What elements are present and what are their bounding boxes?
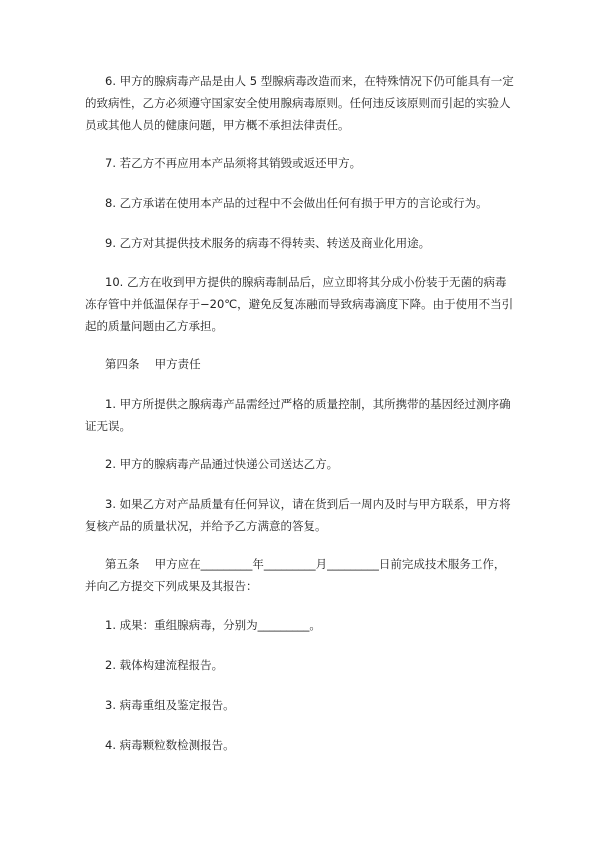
deliverable-item-4 (105, 734, 535, 756)
text-line: 1. 成果：重组腺病毒，分别为_________。 (105, 618, 321, 632)
deliverable-item-2 (105, 654, 535, 676)
text-line: 1. 甲方所提供之腺病毒产品需经过严格的质量控制，其所携带的基因经过测序确 (105, 397, 511, 411)
text-line: 复核产品的质量状况，并给予乙方满意的答复。 (85, 519, 327, 533)
clause-10-paragraph (85, 271, 535, 337)
text-line: 员或其他人员的健康问题，甲方概不承担法律责任。 (85, 118, 350, 132)
text-line: 9. 乙方对其提供技术服务的病毒不得转卖、转送及商业化用途。 (105, 236, 431, 250)
text-line: 4. 病毒颗粒数检测报告。 (105, 738, 235, 752)
article-4-heading (105, 353, 535, 375)
clause-9-paragraph (105, 232, 535, 254)
text-line: 第五条 甲方应在_________年_________月_________日前完成技术服务工作， (105, 557, 506, 571)
clause-6-paragraph (85, 70, 535, 136)
article-4-item-2 (105, 453, 535, 475)
article-5-paragraph (85, 553, 535, 597)
text-line: 并向乙方提交下列成果及其报告： (85, 579, 258, 593)
text-line: 证无误。 (85, 419, 131, 433)
deliverable-item-1 (105, 614, 535, 636)
text-line: 2. 载体构建流程报告。 (105, 658, 224, 672)
clause-7-paragraph (105, 152, 535, 174)
text-line: 的致病性，乙方必须遵守国家安全使用腺病毒原则。任何违反该原则而引起的实验人 (85, 96, 511, 110)
deliverable-item-3 (105, 694, 535, 716)
text-line: 8. 乙方承诺在使用本产品的过程中不会做出任何有损于甲方的言论或行为。 (105, 196, 488, 210)
text-line: 冻存管中并低温保存于−20℃，避免反复冻融而导致病毒滴度下降。由于使用不当引 (85, 297, 514, 311)
article-4-item-1 (85, 393, 535, 437)
article-4-item-3 (85, 493, 535, 537)
text-line: 7. 若乙方不再应用本产品须将其销毁或返还甲方。 (105, 156, 362, 170)
heading-text: 第四条 甲方责任 (105, 357, 201, 371)
clause-8-paragraph (105, 192, 535, 214)
text-line: 10. 乙方在收到甲方提供的腺病毒制品后，应立即将其分成小份装于无菌的病毒 (105, 275, 507, 289)
text-line: 2. 甲方的腺病毒产品通过快递公司送达乙方。 (105, 457, 339, 471)
text-line: 3. 病毒重组及鉴定报告。 (105, 698, 235, 712)
text-line: 起的质量问题由乙方承担。 (85, 319, 223, 333)
text-line: 6. 甲方的腺病毒产品是由人 5 型腺病毒改造而来，在特殊情况下仍可能具有一定 (105, 74, 514, 88)
text-line: 3. 如果乙方对产品质量有任何异议，请在货到后一周内及时与甲方联系，甲方将 (105, 497, 511, 511)
